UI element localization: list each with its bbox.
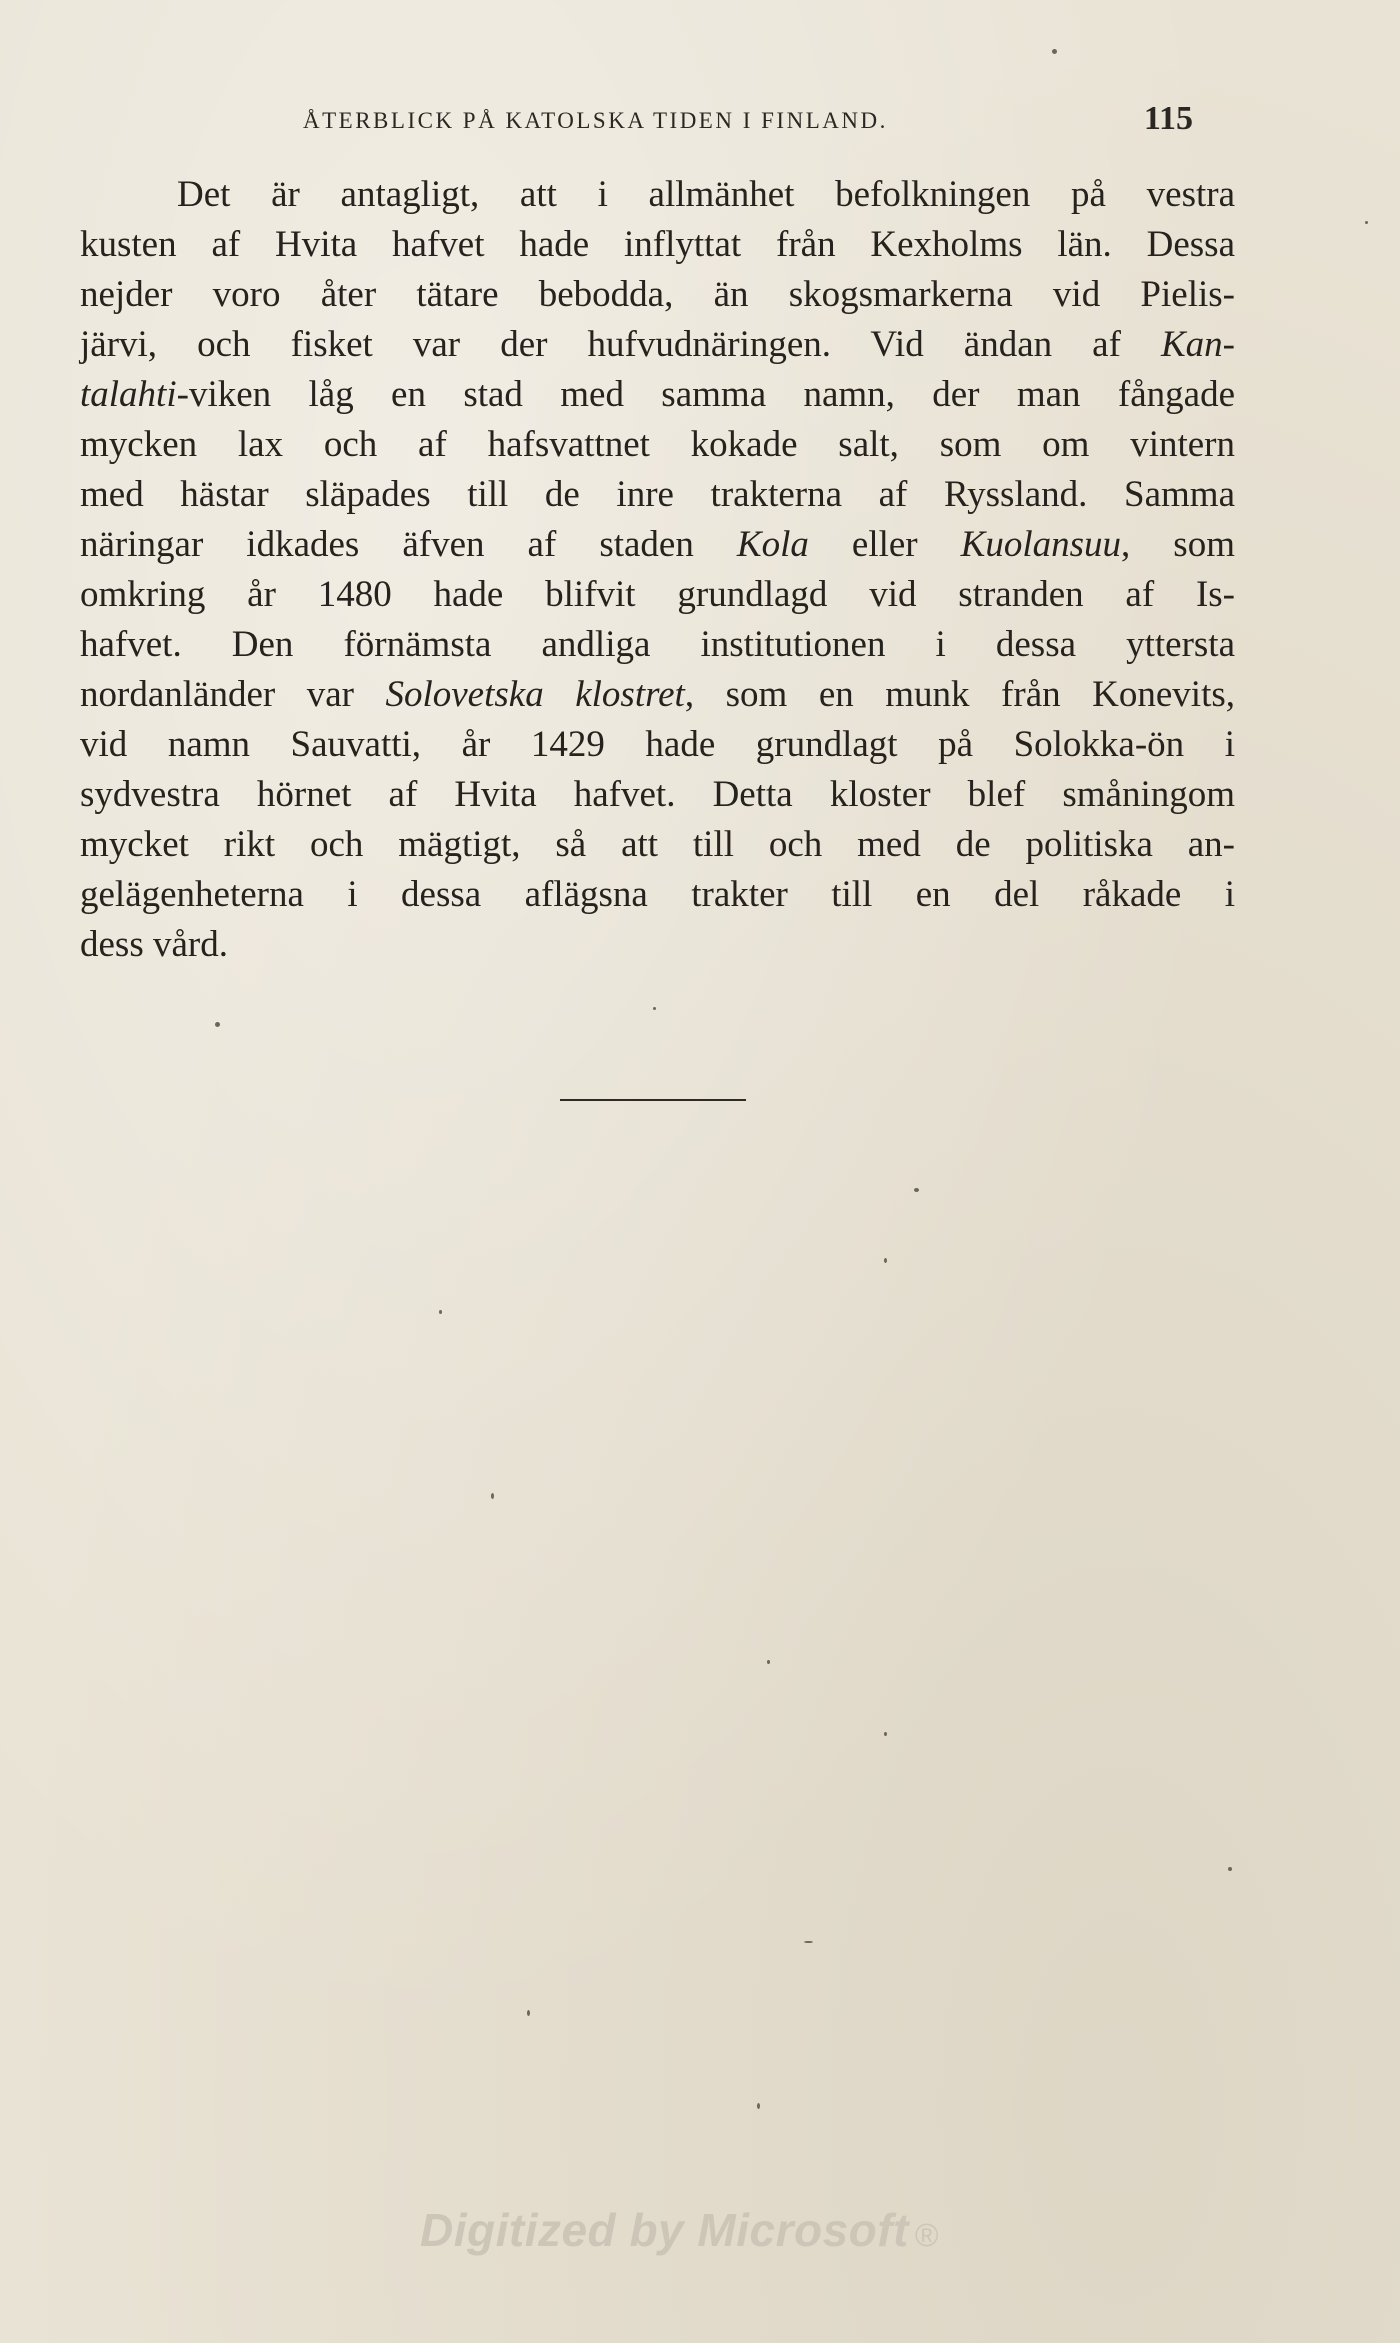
- text-line: hafvet. Den förnämsta andliga institutionen i dessa yttersta: [80, 624, 1235, 665]
- text-line: näringar idkades äfven af staden Kola eller Kuolansuu, som: [80, 524, 1235, 565]
- paper-speck: [1365, 221, 1368, 224]
- paper-speck: [914, 1188, 919, 1192]
- paper-speck: [491, 1493, 494, 1499]
- watermark-text: Digitized by Microsoft: [420, 2204, 909, 2256]
- paper-speck: [653, 1007, 656, 1010]
- text-line: nordanländer var Solovetska klostret, som en munk från Konevits,: [80, 674, 1235, 715]
- text-line: dess vård.: [80, 924, 228, 965]
- text-line: nejder voro åter tätare bebodda, än skogsmarkerna vid Pielis-: [80, 274, 1235, 315]
- text-line: mycket rikt och mägtigt, så att till och med de politiska an-: [80, 824, 1235, 865]
- text-line: omkring år 1480 hade blifvit grundlagd vid stranden af Is-: [80, 574, 1235, 615]
- section-end-rule: [560, 1099, 746, 1101]
- paper-speck: [804, 1941, 813, 1943]
- running-head: [303, 100, 1193, 142]
- paper-speck: [884, 1258, 887, 1263]
- text-line: kusten af Hvita hafvet hade inflyttat från Kexholms län. Dessa: [80, 224, 1235, 265]
- page-number: 115: [1143, 100, 1193, 137]
- text-line: med hästar släpades till de inre trakterna af Ryssland. Samma: [80, 474, 1235, 515]
- paper-speck: [215, 1022, 220, 1027]
- paper-speck: [757, 2103, 760, 2109]
- paper-speck: [439, 1310, 442, 1314]
- running-title: ÅTERBLICK PÅ KATOLSKA TIDEN I FINLAND.: [303, 108, 888, 133]
- text-line: sydvestra hörnet af Hvita hafvet. Detta kloster blef småningom: [80, 774, 1235, 815]
- digitization-watermark: [420, 2203, 980, 2263]
- paper-speck: [1228, 1867, 1232, 1871]
- italic-place-name: Kola: [736, 524, 809, 565]
- paper-speck: [1052, 49, 1057, 54]
- body-paragraph: [80, 170, 1235, 970]
- italic-monastery-name: Solovetska klostret: [385, 674, 685, 715]
- italic-place-name: Kan-: [1161, 324, 1235, 365]
- text-line: mycken lax och af hafsvattnet kokade salt, som om vintern: [80, 424, 1235, 465]
- registered-icon: ®: [914, 2217, 939, 2253]
- text-line: talahti-viken låg en stad med samma namn, der man fångade: [80, 374, 1235, 415]
- italic-place-name: talahti: [80, 374, 177, 415]
- text-line: gelägenheterna i dessa aflägsna trakter till en del råkade i: [80, 874, 1235, 915]
- paper-speck: [884, 1732, 887, 1736]
- text-line: vid namn Sauvatti, år 1429 hade grundlagt på Solokka-ön i: [80, 724, 1235, 765]
- text-line: järvi, och fisket var der hufvudnäringen. Vid ändan af Kan-: [80, 324, 1235, 365]
- paper-speck: [767, 1660, 770, 1664]
- italic-place-name: Kuolansuu: [960, 524, 1122, 565]
- text-line: Det är antagligt, att i allmänhet befolkningen på vestra: [177, 174, 1235, 215]
- paper-speck: [527, 2010, 530, 2016]
